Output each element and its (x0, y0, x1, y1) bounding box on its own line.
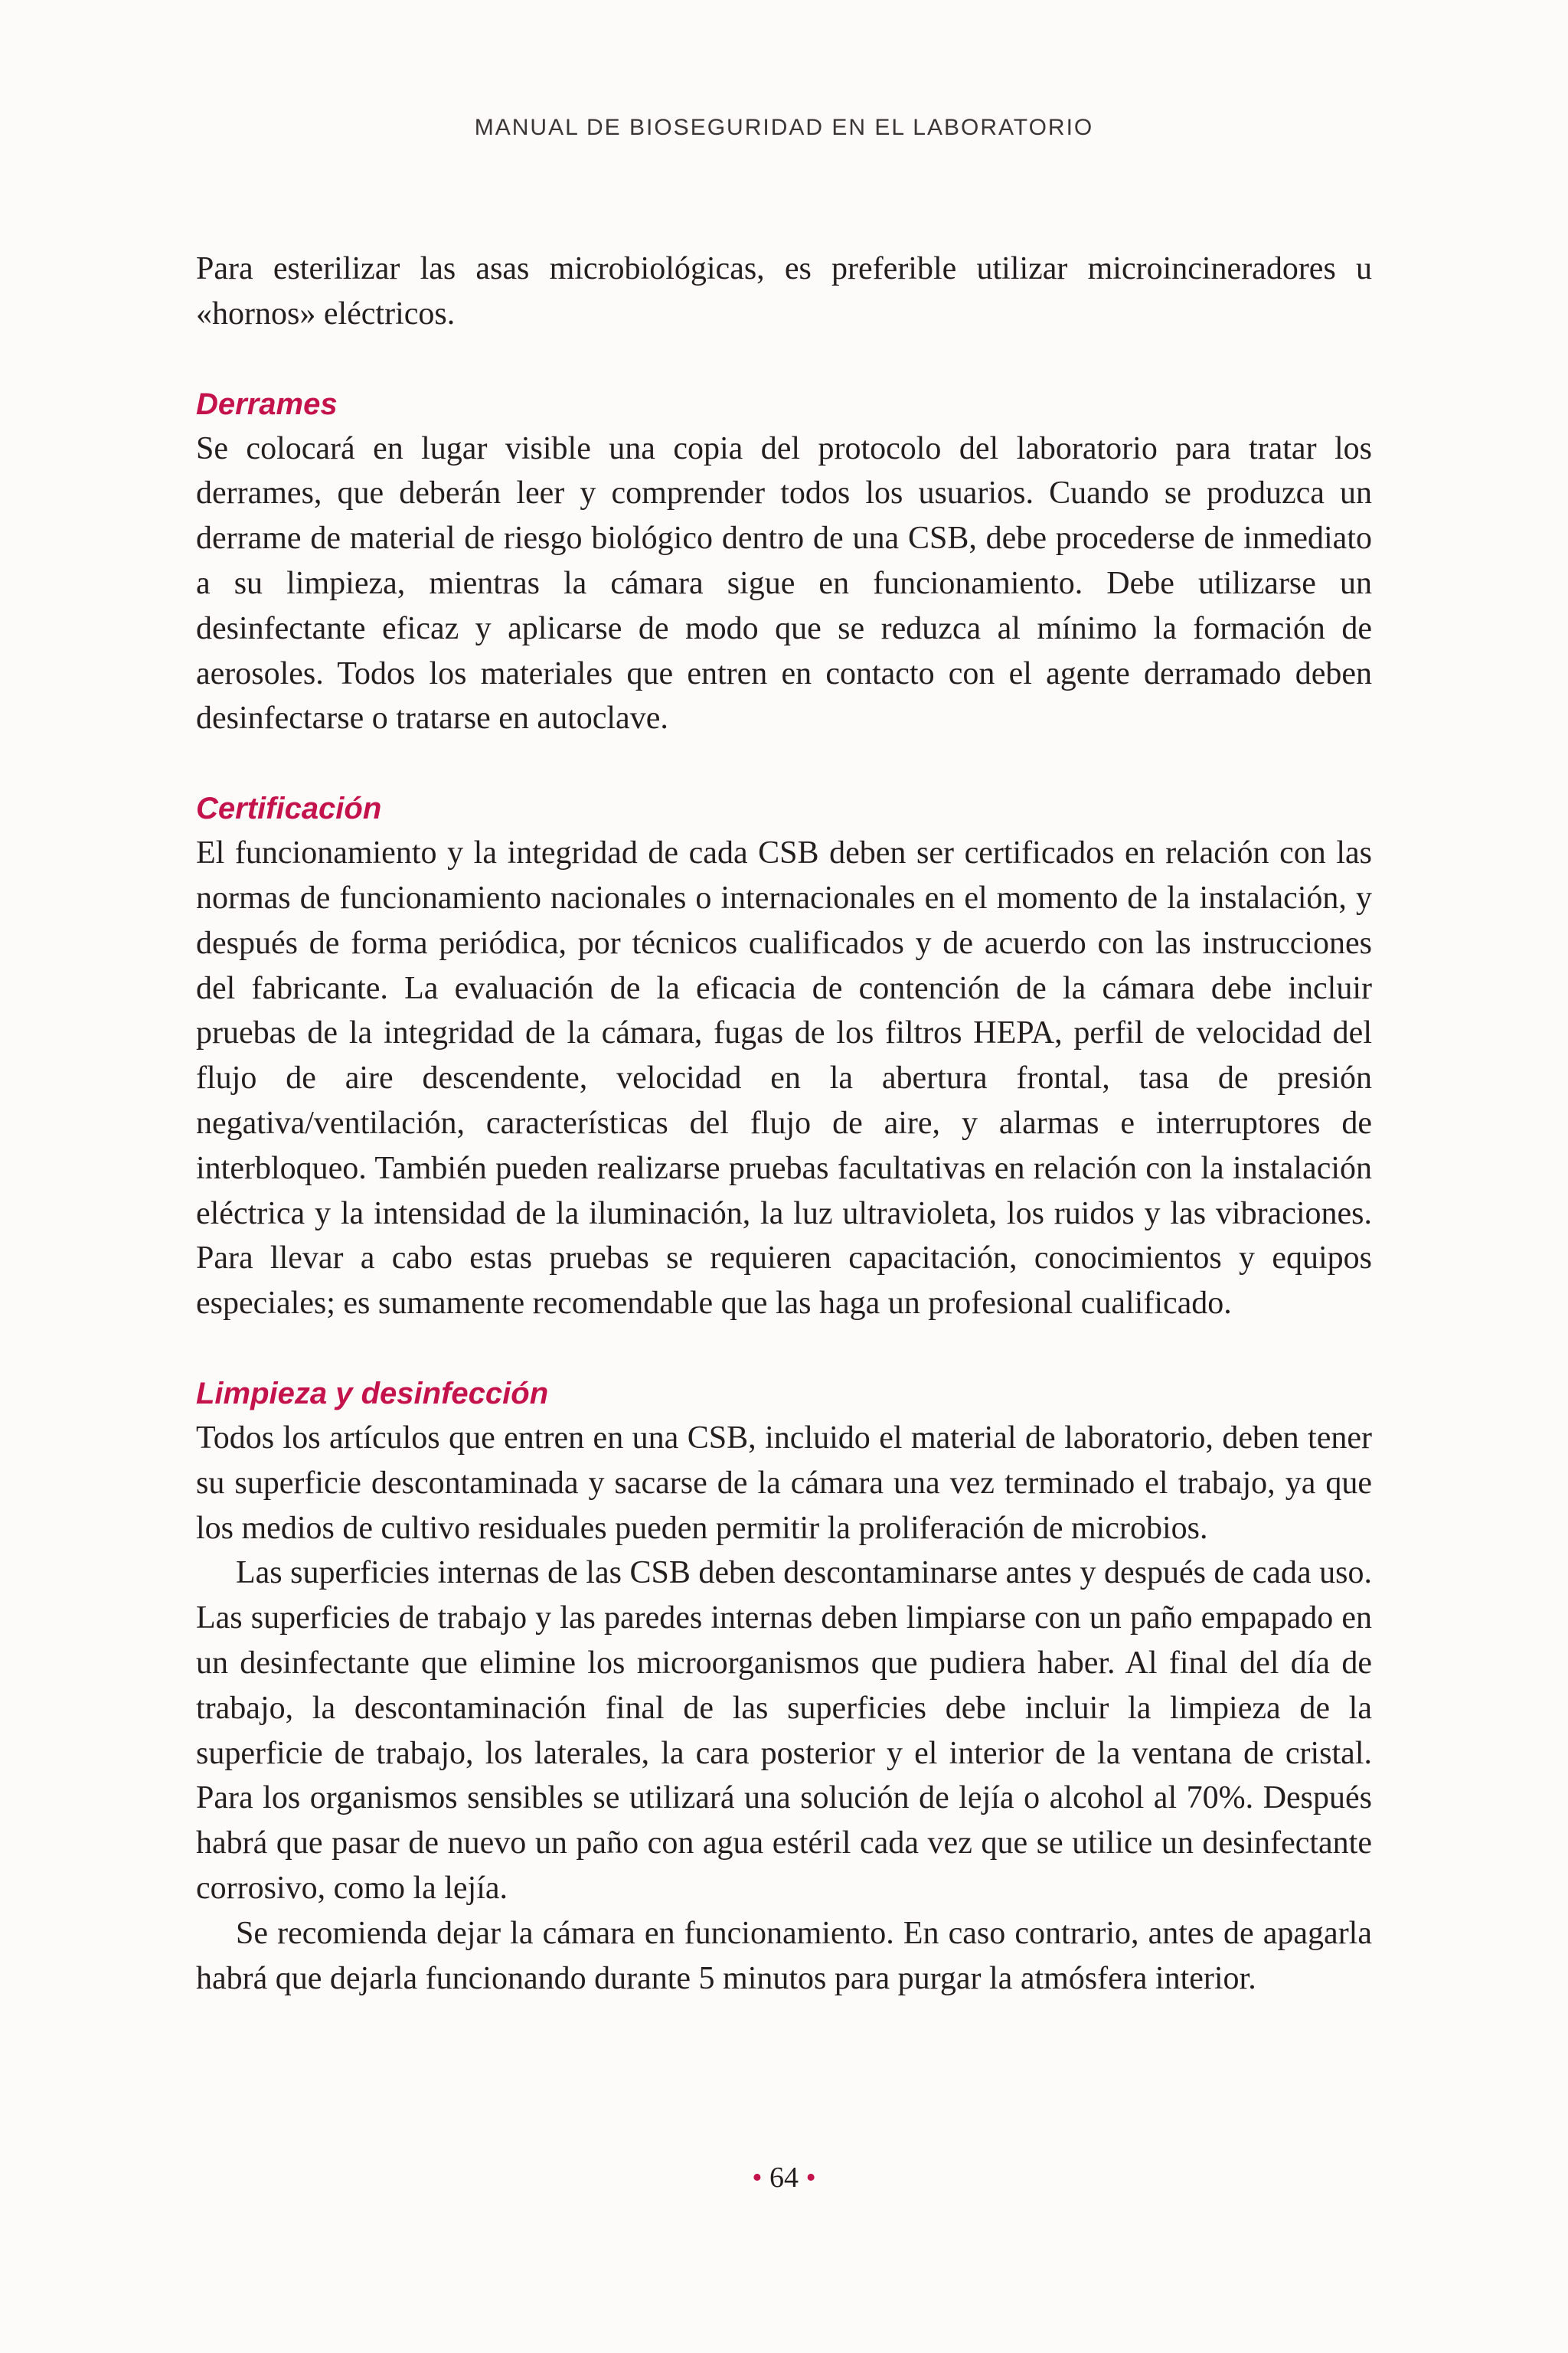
bullet-right: • (805, 2162, 816, 2194)
section-heading: Certificación (196, 792, 382, 826)
body-paragraph: El funcionamiento y la integridad de cada CSB deben ser certificados en relación con las normas de funcionamiento nacionales o internacionales en el momento de la instalación, y después de forma periódica, por técnicos cualificados y de acuerdo con las instrucciones del fabricante. La evaluación de la eficacia de contención de la cámara debe incluir pruebas de la integridad de la cámara, fugas de los filtros HEPA, perfil de velocidad del flujo de aire descendente, velocidad en la abertura frontal, tasa de presión negativa/ventilación, características del flujo de aire, y alarmas e interruptores de interbloqueo. También pueden realizarse pruebas facultativas en relación con la instalación eléctrica y la intensidad de la iluminación, la luz ultravioleta, los ruidos y las vibraciones. Para llevar a cabo estas pruebas se requieren capacitación, conocimientos y equipos especiales; es sumamente recomendable que las haga un profesional cualificado. (196, 835, 1372, 1322)
page-number-footer (0, 2161, 1568, 2194)
page-number: 64 (769, 2162, 799, 2194)
section-certificacion (196, 786, 1372, 1326)
section-derrames (196, 382, 1372, 742)
section-heading: Derrames (196, 387, 338, 421)
running-header: MANUAL DE BIOSEGURIDAD EN EL LABORATORIO (474, 115, 1094, 140)
body-paragraph: Se colocará en lugar visible una copia del protocolo del laboratorio para tratar los derrames, que deberán leer y comprender todos los usuarios. Cuando se produzca un derrame de material de riesgo biológico dentro de una CSB, debe procederse de inmediato a su limpieza, mientras la cámara sigue en funcionamiento. Debe utilizarse un desinfectante eficaz y aplicarse de modo que se reduzca al mínimo la formación de aerosoles. Todos los materiales que entren en contacto con el agente derramado deben desinfectarse o tratarse en autoclave. (196, 430, 1372, 737)
section-limpieza (196, 1371, 1372, 2001)
body-paragraph: Todos los artículos que entren en una CSB, incluido el material de laboratorio, deben tener su superficie descontaminada y sacarse de la cámara una vez terminado el trabajo, ya que los medios de cultivo residuales pueden permitir la proliferación de microbios. (196, 1420, 1372, 1546)
page-body (196, 247, 1372, 2001)
body-paragraph: Se recomienda dejar la cámara en funcionamiento. En caso contrario, antes de apagarla habrá que dejarla funcionando durante 5 minutos para purgar la atmósfera interior. (196, 1915, 1372, 1996)
body-paragraph: Las superficies internas de las CSB deben descontaminarse antes y después de cada uso. Las superficies de trabajo y las paredes internas deben limpiarse con un paño empapado en un desinfectante que elimine los microorganismos que pudiera haber. Al final del día de trabajo, la descontaminación final de las superficies debe incluir la limpieza de la superficie de trabajo, los laterales, la cara posterior y el interior de la ventana de cristal. Para los organismos sensibles se utilizará una solución de lejía o alcohol al 70%. Después habrá que pasar de nuevo un paño con agua estéril cada vez que se utilice un desinfectante corrosivo, como la lejía. (196, 1555, 1372, 1906)
intro-paragraph: Para esterilizar las asas microbiológicas, es preferible utilizar microincineradores u «hornos» eléctricos. (196, 251, 1372, 332)
bullet-left: • (752, 2162, 763, 2194)
section-heading: Limpieza y desinfección (196, 1376, 549, 1410)
